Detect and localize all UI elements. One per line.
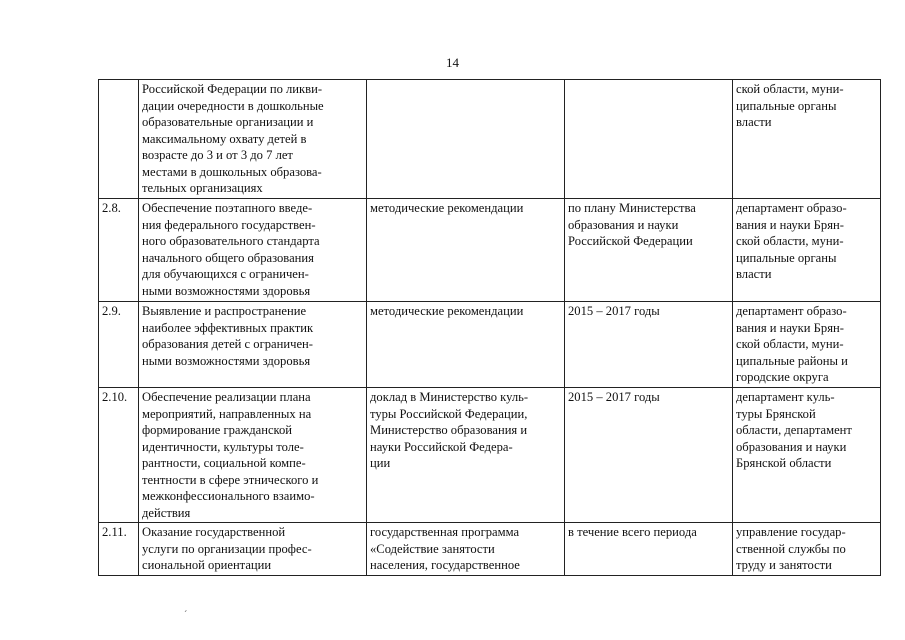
- text-line: тентности в сфере этнического и: [142, 472, 319, 487]
- page-number: 14: [446, 55, 459, 70]
- term-cell: [565, 388, 733, 523]
- text-line: департамент образо-: [736, 304, 847, 318]
- text-line: идентичности, культуры толе-: [142, 439, 304, 454]
- text-line: возрасте до 3 и от 3 до 7 лет: [142, 148, 293, 162]
- term-cell: [565, 302, 733, 388]
- text-line: ния федерального государствен-: [142, 217, 316, 232]
- text-line: 2015 – 2017 годы: [568, 304, 660, 318]
- text-line: дации очередности в дошкольные: [142, 98, 324, 113]
- text-line: области, департамент: [736, 423, 852, 437]
- row-number-cell: [99, 80, 139, 199]
- text-line: ственной службы по: [736, 541, 846, 556]
- term-cell: [565, 80, 733, 199]
- text-line: наиболее эффективных практик: [142, 320, 314, 335]
- responsible-cell: [733, 388, 881, 523]
- completion-form-cell: [367, 523, 565, 576]
- text-line: максимальному охвату детей в: [142, 131, 307, 146]
- event-cell: [139, 523, 367, 576]
- table-row: [99, 302, 881, 388]
- event-cell: [139, 388, 367, 523]
- text-line: услуги по организации профес-: [142, 541, 312, 556]
- text-line: ными возможностями здоровья: [142, 283, 311, 298]
- text-line: Оказание государственной: [142, 525, 286, 539]
- row-number-cell: [99, 302, 139, 388]
- text-line: ципальные органы: [736, 250, 837, 265]
- text-line: вания и науки Брян-: [736, 217, 844, 232]
- scan-speck: ´: [184, 610, 188, 621]
- text-line: образования и науки: [736, 439, 847, 454]
- row-number: 2.11.: [102, 525, 127, 539]
- event-cell: [139, 80, 367, 199]
- text-line: ными возможностями здоровья: [142, 353, 311, 368]
- text-line: «Содействие занятости: [370, 541, 495, 556]
- text-line: департамент куль-: [736, 390, 835, 404]
- text-line: ции: [370, 456, 391, 470]
- text-line: для обучающихся с ограничен-: [142, 267, 309, 281]
- completion-form-cell: [367, 199, 565, 302]
- event-cell: [139, 302, 367, 388]
- text-line: власти: [736, 267, 772, 281]
- text-line: рантности, социальной компе-: [142, 456, 306, 470]
- text-line: ской области, муни-: [736, 337, 844, 351]
- text-line: государственная программа: [370, 525, 520, 539]
- completion-form-cell: [367, 80, 565, 199]
- responsible-cell: [733, 80, 881, 199]
- text-line: местами в дошкольных образова-: [142, 164, 322, 179]
- row-number-cell: [99, 199, 139, 302]
- text-line: образования детей с ограничен-: [142, 337, 313, 351]
- text-line: населения, государственное: [370, 558, 520, 572]
- text-line: 2015 – 2017 годы: [568, 390, 660, 404]
- text-line: в течение всего периода: [568, 525, 697, 539]
- text-line: сиональной ориентации: [142, 558, 272, 572]
- text-line: ного образовательного стандарта: [142, 234, 320, 248]
- text-line: Выявление и распространение: [142, 304, 307, 318]
- row-number: 2.8.: [102, 201, 121, 215]
- text-line: департамент образо-: [736, 201, 847, 215]
- table-row: [99, 523, 881, 576]
- text-line: мероприятий, направленных на: [142, 406, 312, 421]
- completion-form-cell: [367, 388, 565, 523]
- text-line: Российской Федерации по ликви-: [142, 82, 323, 96]
- completion-form-cell: [367, 302, 565, 388]
- text-line: вания и науки Брян-: [736, 320, 844, 335]
- text-line: власти: [736, 115, 772, 129]
- text-line: Обеспечение поэтапного введе-: [142, 201, 313, 215]
- text-line: Министерство образования и: [370, 423, 528, 437]
- table-row: [99, 388, 881, 523]
- table-row: [99, 80, 881, 199]
- text-line: городские округа: [736, 370, 829, 384]
- text-line: формирование гражданской: [142, 423, 293, 437]
- row-number-cell: [99, 523, 139, 576]
- event-cell: [139, 199, 367, 302]
- text-line: труду и занятости: [736, 558, 832, 572]
- text-line: образовательные организации и: [142, 115, 314, 129]
- responsible-cell: [733, 523, 881, 576]
- responsible-cell: [733, 199, 881, 302]
- text-line: действия: [142, 505, 191, 520]
- responsible-cell: [733, 302, 881, 388]
- text-line: тельных организациях: [142, 181, 263, 195]
- text-line: Обеспечение реализации плана: [142, 390, 311, 404]
- term-cell: [565, 199, 733, 302]
- row-number: 2.9.: [102, 304, 121, 318]
- text-line: начального общего образования: [142, 250, 314, 265]
- row-number: 2.10.: [102, 390, 128, 404]
- text-line: Брянской области: [736, 456, 832, 470]
- text-line: ципальные органы: [736, 98, 837, 113]
- text-line: управление государ-: [736, 525, 846, 539]
- text-line: Российской Федерации: [568, 234, 693, 248]
- row-number-cell: [99, 388, 139, 523]
- text-line: науки Российской Федера-: [370, 439, 513, 454]
- term-cell: [565, 523, 733, 576]
- table-row: [99, 199, 881, 302]
- plan-table-body: [99, 80, 881, 576]
- text-line: туры Российской Федерации,: [370, 406, 528, 421]
- text-line: туры Брянской: [736, 406, 816, 421]
- text-line: по плану Министерства: [568, 201, 696, 215]
- text-line: методические рекомендации: [370, 304, 524, 318]
- text-line: доклад в Министерство куль-: [370, 390, 529, 404]
- text-line: методические рекомендации: [370, 201, 524, 215]
- text-line: ской области, муни-: [736, 234, 844, 248]
- text-line: межконфессионального взаимо-: [142, 489, 315, 503]
- plan-table: [98, 79, 881, 576]
- text-line: ской области, муни-: [736, 82, 844, 96]
- text-line: образования и науки: [568, 217, 679, 232]
- text-line: ципальные районы и: [736, 353, 848, 368]
